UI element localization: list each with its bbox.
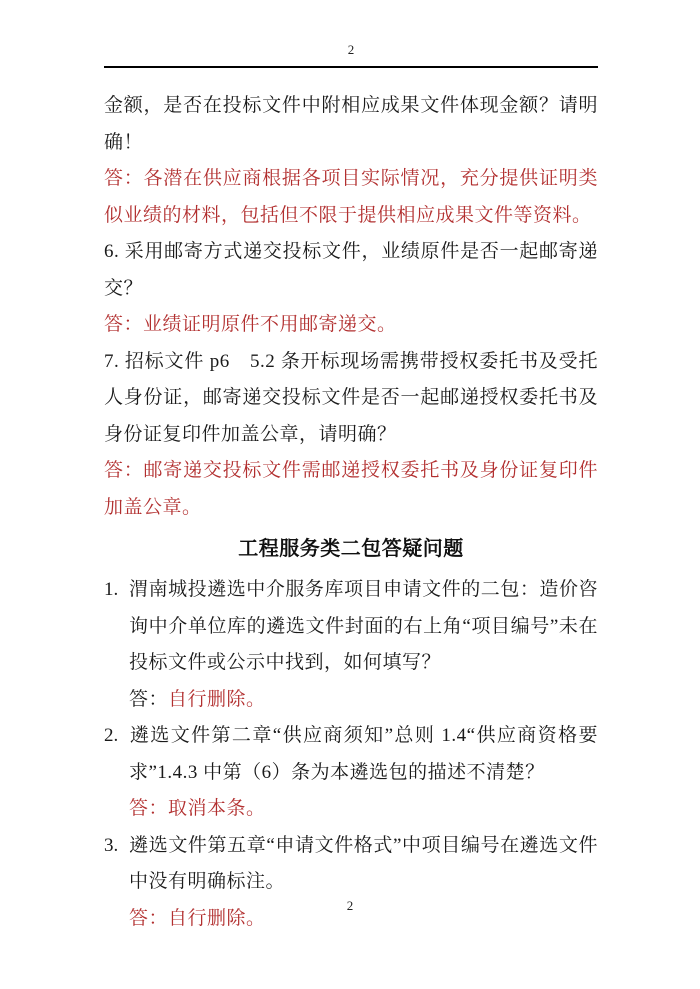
qa-item-1 bbox=[104, 572, 598, 718]
item-2-answer bbox=[129, 791, 598, 828]
document-content bbox=[104, 88, 598, 937]
qa-item-3 bbox=[104, 828, 598, 938]
item-2-answer-prefix: 答： bbox=[129, 798, 169, 819]
item-2-answer-text: 取消本条。 bbox=[168, 798, 266, 819]
answer-6-text: 答：业绩证明原件不用邮寄递交。 bbox=[104, 314, 397, 335]
item-1-question bbox=[104, 572, 598, 682]
page-header bbox=[104, 42, 598, 68]
item-3-question-text: 遴选文件第五章“申请文件格式”中项目编号在遴选文件中没有明确标注。 bbox=[129, 834, 598, 892]
qa-item-2 bbox=[104, 718, 598, 828]
header-divider bbox=[104, 66, 598, 68]
carryover-question-text: 金额，是否在投标文件中附相应成果文件体现金额？请明确！ bbox=[104, 95, 598, 153]
question-7-text: 7. 招标文件 p6 5.2 条开标现场需携带授权委托书及受托人身份证，邮寄递交投标文件是否一起邮递授权委托书及身份证复印件加盖公章，请明确？ bbox=[104, 350, 598, 445]
item-3-answer-prefix: 答： bbox=[129, 907, 169, 929]
carryover-answer-text: 答：各潜在供应商根据各项目实际情况，充分提供证明类似业绩的材料，包括但不限于提供相应成果文件等资料。 bbox=[104, 168, 598, 226]
answer-7-text: 答：邮寄递交投标文件需邮递授权委托书及身份证复印件加盖公章。 bbox=[104, 460, 598, 518]
item-3-answer-text: 自行删除。 bbox=[168, 907, 266, 929]
item-2-question-text: 遴选文件第二章“供应商须知”总则 1.4“供应商资格要求”1.4.3 中第（6）条为本遴选包的描述不清楚？ bbox=[129, 725, 598, 783]
footer-page-number: 2 bbox=[346, 898, 354, 913]
item-3-question bbox=[104, 828, 598, 901]
item-1-number: 1. bbox=[104, 579, 119, 600]
header-page-number: 2 bbox=[347, 42, 355, 57]
page-footer bbox=[0, 897, 700, 915]
item-3-number: 3. bbox=[104, 834, 119, 856]
question-6-text: 6. 采用邮寄方式递交投标文件，业绩原件是否一起邮寄递交？ bbox=[104, 241, 598, 299]
item-1-answer bbox=[129, 682, 598, 719]
qa-list bbox=[104, 572, 598, 937]
item-2-number: 2. bbox=[104, 725, 119, 746]
item-2-question bbox=[104, 718, 598, 791]
item-1-answer-prefix: 答： bbox=[129, 688, 169, 710]
section-heading: 工程服务类二包答疑问题 bbox=[238, 538, 464, 560]
item-1-question-text: 渭南城投遴选中介服务库项目申请文件的二包：造价咨询中介单位库的遴选文件封面的右上角“项目编号”未在投标文件或公示中找到，如何填写？ bbox=[129, 579, 598, 673]
item-1-answer-text: 自行删除。 bbox=[168, 688, 266, 710]
